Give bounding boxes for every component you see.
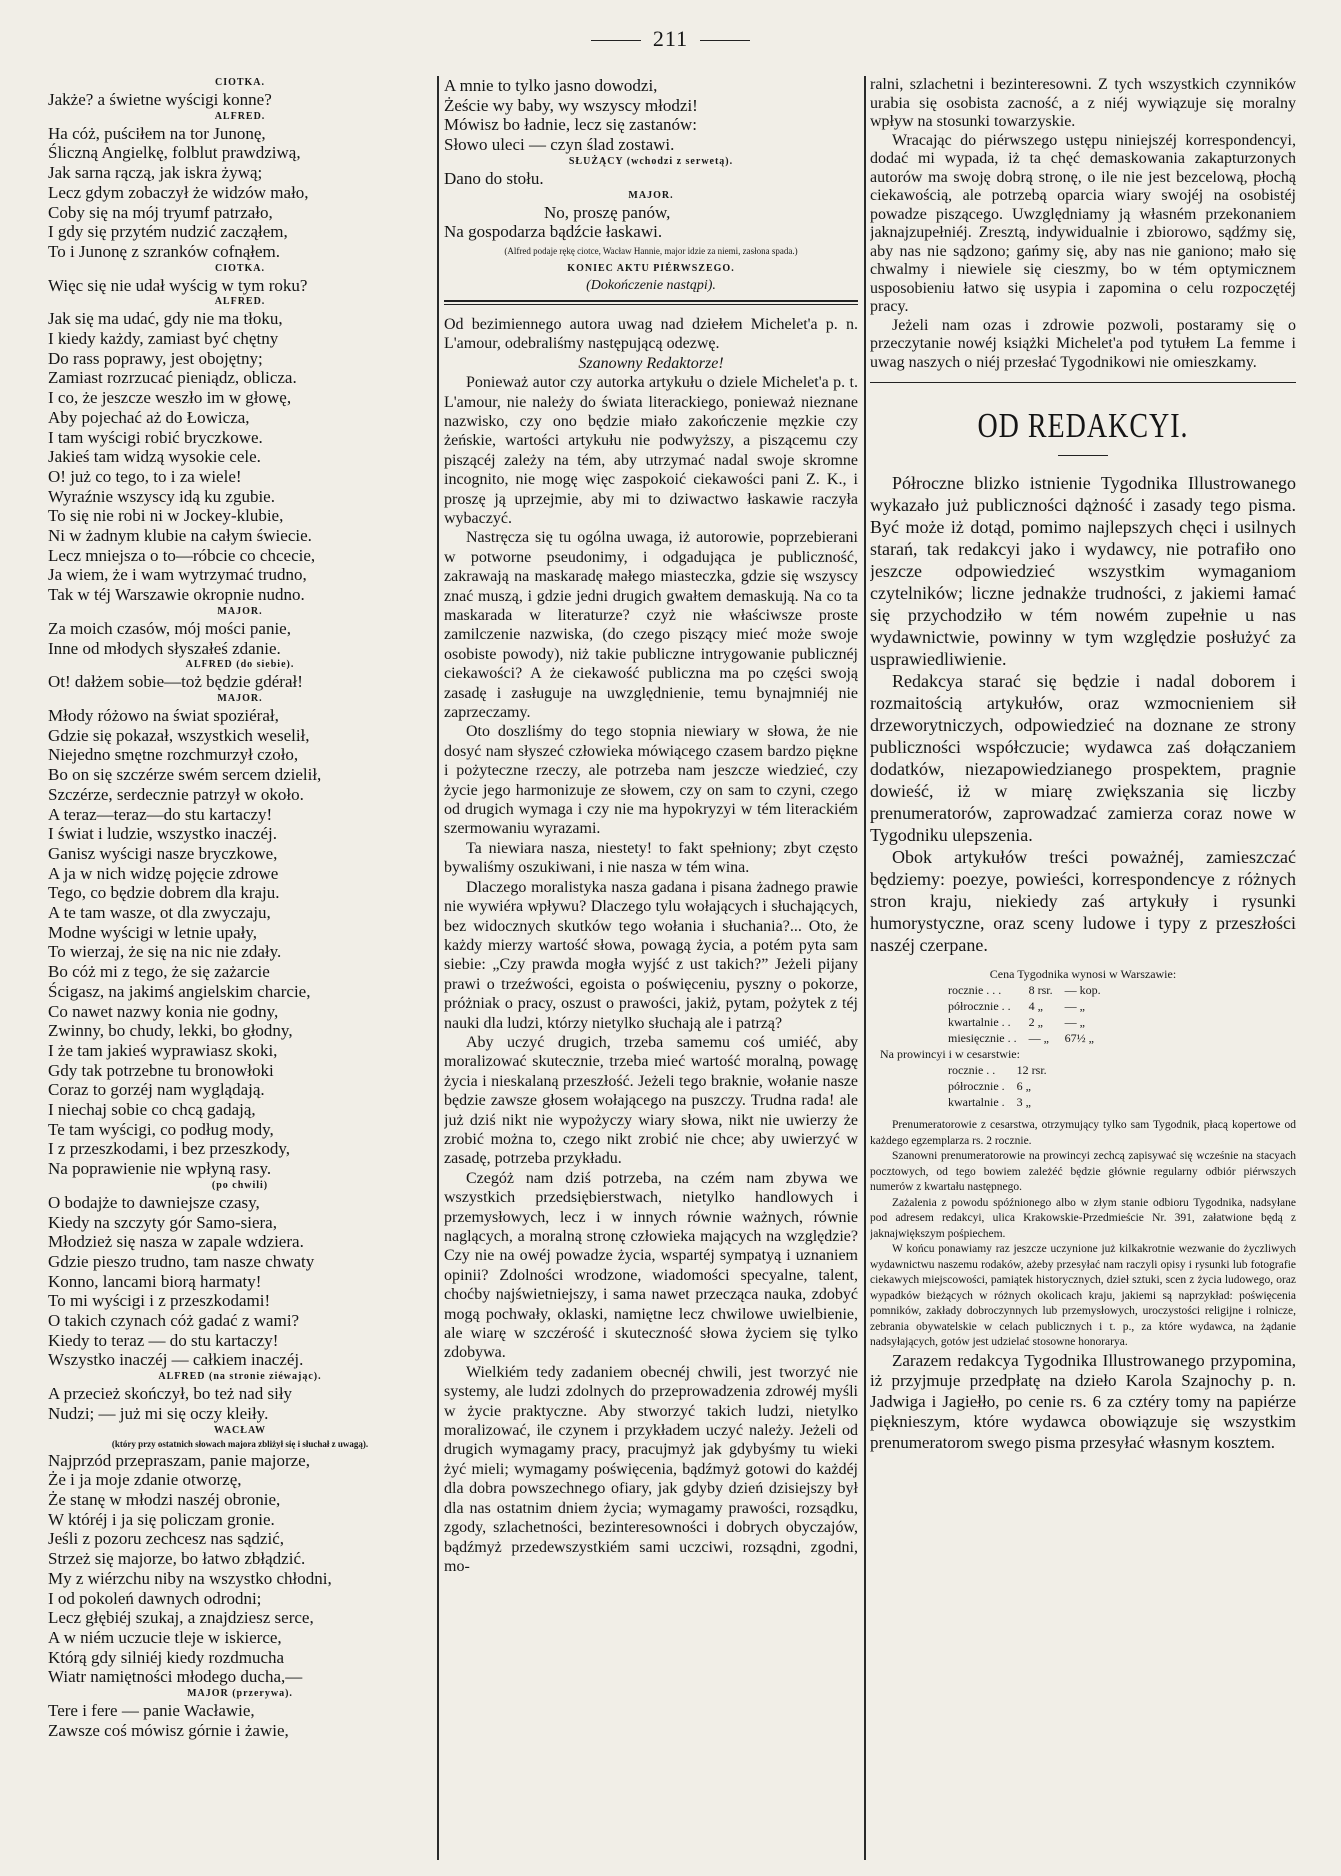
verse-line: Co nawet nazwy konia nie godny, xyxy=(48,1001,279,1021)
verse-line: Niejedno smętne rozchmurzył czoło, xyxy=(48,745,299,765)
verse-line: Ni w żadnym klubie na całym świecie. xyxy=(48,526,312,546)
paragraph: Szanowny Redaktorze! xyxy=(578,354,724,372)
price-row xyxy=(942,1014,1107,1030)
verse-line: W któréj i ja się policzam gronie. xyxy=(48,1509,275,1529)
speaker-label: MAJOR. xyxy=(628,189,674,201)
verse-line: I świat i ludzie, wszystko inaczéj. xyxy=(48,824,277,844)
price-period: kwartalnie . . xyxy=(948,1015,1011,1029)
verse-line: I tam wyścigi robić bryczkowe. xyxy=(48,427,263,447)
verse-line: I co, że jeszcze weszło im w głowę, xyxy=(48,388,292,408)
price-row xyxy=(942,1030,1107,1046)
verse-line: Ja wiem, że i wam wytrzymać trudno, xyxy=(48,565,307,585)
verse-line: Jeśli z pozoru zechcesz nas sądzić, xyxy=(48,1529,284,1549)
paragraph: Obok artykułów treści poważnéj, zamieszczać będziemy: poezye, powieści, korrespondencye z różnych stron kraju, niekiedy zaś artykuły i rysunki humorystyczne, oraz sceny ludowe i typy z przeszłości naszéj czerpane. xyxy=(870,847,1296,955)
paragraph: Prenumeratorowie z cesarstwa, otrzymujący tylko sam Tygodnik, płacą kopertowe od każdego egzemplarza rs. 2 rocznie. xyxy=(870,1119,1296,1147)
price-kop: — kop. xyxy=(1064,983,1101,997)
price-period: rocznie . . xyxy=(948,1063,996,1077)
verse-line: Te tam wyścigi, co podług mody, xyxy=(48,1119,274,1139)
verse-line: Więc się nie udał wyścig w tym roku? xyxy=(48,275,308,295)
continued-note: (Dokończenie nastąpi). xyxy=(586,277,716,293)
verse-line: O takich czynach cóż gadać z wami? xyxy=(48,1311,300,1331)
speaker-label: CIOTKA. xyxy=(214,77,266,88)
speaker-label: SŁUŻĄCY (wchodzi z serwetą). xyxy=(568,155,734,167)
price-period: półrocznie . xyxy=(948,1079,1005,1093)
column-divider xyxy=(864,76,866,1860)
column-right xyxy=(870,76,1296,1856)
verse-line: A w niém uczucie tleje w iskierce, xyxy=(48,1627,282,1647)
speaker-label: MAJOR. xyxy=(217,692,263,704)
verse-line: I gdy się przytém nudzić zacząłem, xyxy=(48,222,288,242)
verse-line: Kiedy to teraz — do stu kartaczy! xyxy=(48,1330,279,1350)
verse-line: Bo cóż mi z tego, że się zażarcie xyxy=(48,962,270,982)
column-middle xyxy=(444,76,858,1856)
verse-line: Zawsze coś mówisz górnie i żawie, xyxy=(48,1720,289,1740)
paragraph: Dlaczego moralistyka nasza gadana i pisana żadnego prawie nie wywiéra wpływu? Dlaczego tylu wołających i słuchających, bez widocznych skutków tego wołania i słuchania?... Oto, że każdy mierzy wartość słowa, powagą życia, a potém pyta sam siebie: „Czy prawda mogła wyjść z ust takich?” Jeżeli pijany prawi o trzeźwości, egoista o poświęceniu, pyszny o pokorze, próżniak o pracy, oszust o prawości, jakiż, pytam, pożytek z téj nauki dla ludzi, którzy nietylko słuchają ale i patrzą? xyxy=(444,878,858,1032)
verse-line: Że i ja moje zdanie otworzę, xyxy=(48,1470,242,1490)
verse-line: Młodzież się naszа w zapale wdziera. xyxy=(48,1232,304,1252)
verse-line: I z przeszkodami, i bez przeszkody, xyxy=(48,1139,290,1159)
paragraph: Wracając do piérwszego ustępu niniejszéj korrespondencyi, dodać mi wypada, iż ta chęć demaskowania zakapturzonych autorów ma swoję dobrą stronę, o ile nie jest bezcelową, płochą ciekawością, ale potrzebą oparcia wiary swojéj na osobistéj powadze piszącego. Uwzględniamy ją własném przekonaniem jaknajzupełniéj. Zresztą, indywidualnie i zbiorowo, sądźmy się, aby nas nie sądzono; gańmy się, aby nas nie ganiono; mało się chwalmy i niewiele się cieszmy, bo w tém optymicznem usposobieniu łatwo się usypia i zapomina o celu rozpoczętéj pracy. xyxy=(870,131,1296,315)
verse-line: Aby pojechać aż do Łowicza, xyxy=(48,407,250,427)
speaker-label: WACŁAW xyxy=(213,1424,267,1436)
divider xyxy=(1058,455,1108,456)
editorial-notice xyxy=(870,472,1296,956)
price-province-header: Na prowincyi i w cesarstwie: xyxy=(880,1047,1020,1061)
verse-line: Kiedy na szczyty gór Samo-siera, xyxy=(48,1212,277,1232)
drama-continuation xyxy=(444,76,858,294)
price-row xyxy=(942,982,1107,998)
speaker-label: (po chwili) xyxy=(211,1179,269,1191)
verse-line: Mówisz bo ładnie, lecz się zastanów: xyxy=(444,115,698,135)
stage-direction: (Alfred podaje rękę ciotce, Wacław Hannie, major idzie za niemi, zasłona spada.) xyxy=(504,245,798,256)
verse-line: A przecież skończył, bo też nad siły xyxy=(48,1384,293,1404)
final-notice xyxy=(870,1351,1296,1454)
speaker-label: CIOTKA. xyxy=(214,262,266,274)
paragraph: ralni, szlachetni i bezinteresowni. Z tych wszystkich czynników urabia się osobista zacność, a z niéj wywiązuje się moralny wpływ na stosunki towarzyskie. xyxy=(870,76,1296,130)
act-end-label: KONIEC AKTU PIÉRWSZEGO. xyxy=(567,262,735,274)
verse-line: To i Junonę z szranków cofnąłem. xyxy=(48,241,281,261)
verse-line: I kiedy każdy, zamiast być chętny xyxy=(48,329,279,349)
divider xyxy=(700,40,750,41)
paragraph: Zarazem redakcya Tygodnika Illustrowanego przypomina, iż przyjmuje przedpłatę na dzieło Karola Szajnochy p. n. Jadwiga i Jagiełło, po cenie rs. 6 za cztéry tomy na papiérze pięknieszym, które wydawca obowiązuje się wszystkim prenumeratorom swego pisma przesyłać własnym kosztem. xyxy=(870,1350,1296,1452)
verse-line: Zamiast rozrzucać pieniądz, oblicza. xyxy=(48,368,297,388)
verse-line: Najprzód przepraszam, panie majorze, xyxy=(48,1450,310,1470)
paragraph: Wielkiém tedy zadaniem obecnéj chwili, jest tworzyć nie systemy, ale ludzi zdolnych do przeprowadzenia zdrowéj myśli w życie praktyczne. Aby stworzyć takich ludzi, nietylko moralizować, ile czynem i przykładem uczyć należy. Jeżeli od drugich wymagamy pracy, pracujmyż jak gdybyśmy tu wieki żyć mieli; wymagamy poświęcenia, bądźmyż gotowi do każdéj dla dobra powszechnego ofiary, jak gdyby dzień dzisiejszy był dla nas ostatnim dniem życia; wymagamy prawości, rozsądku, zgody, szlachetności, bezinteresowności i dobrych obyczajów, bądźmyż przedewszystkiém sami uczciwi, rozsądni, zgodni, mo- xyxy=(444,1363,858,1575)
subscriber-notices xyxy=(870,1118,1296,1351)
price-header: Cena Tygodnika wynosi w Warszawie: xyxy=(989,967,1177,981)
price-rs: 3 „ xyxy=(1016,1095,1031,1109)
verse-line: I od pokoleń dawnych odrodni; xyxy=(48,1588,262,1608)
verse-line: Gdzie się pokazał, wszystkich weselił, xyxy=(48,725,310,745)
price-period: kwartalnie . xyxy=(948,1095,1005,1109)
paragraph: Oto doszliśmy do tego stopnia niewiary w słowa, że nie dosyć nam słyszeć człowieka mówiącego czasem bardzo piękne i pożyteczne rzeczy, ale potrzeba nam jeszcze wiedzieć, czy życie jego harmonizuje ze słowem, czy on sam to czyni, czego od drugich wymaga i czy nie ma hypokryzyi w tém literackiém szermowaniu wyrazami. xyxy=(444,723,858,838)
verse-line: Tere i fere — panie Wacławie, xyxy=(48,1701,255,1721)
price-kop: — „ xyxy=(1064,999,1085,1013)
verse-line: Coraz to gorzéj nam wyglądają. xyxy=(48,1080,265,1100)
verse-line: Ścigasz, na jakimś angielskim charcie, xyxy=(48,981,311,1001)
verse-line: To wierzaj, że się na nic nie zdały. xyxy=(48,942,282,962)
verse-line: Wyraźnie wszyscy idą ku zgubie. xyxy=(48,486,275,506)
verse-line: Jakieś tam widzą wysokie cele. xyxy=(48,447,261,467)
verse-line: Jak się ma udać, gdy nie ma tłoku, xyxy=(48,309,283,329)
verse-line: My z wiérzchu niby na wszystko chłodni, xyxy=(48,1568,332,1588)
verse-line: O bodajże to dawniejsze czasy, xyxy=(48,1192,260,1212)
verse-line: A ja w nich widzę pojęcie zdrowe xyxy=(48,863,279,883)
column-divider xyxy=(437,76,439,1860)
price-rs: 6 „ xyxy=(1016,1079,1031,1093)
paragraph: Zażalenia z powodu spóźnionego albo w złym stanie odbioru Tygodnika, nadsyłane pod adresem redakcyi, ulica Krakowskie-Przedmieście Nr. 391, załatwione będą z jaknajwiększym pośpiechem. xyxy=(870,1196,1296,1240)
verse-line: Wszystko inaczéj — całkiem inaczéj. xyxy=(48,1350,304,1370)
price-kop: — „ xyxy=(1064,1015,1085,1029)
verse-line: O! już co tego, to i za wiele! xyxy=(48,466,242,486)
speaker-label: MAJOR. xyxy=(217,605,263,617)
paragraph: Czegóż nam dziś potrzeba, na czém nam zbywa we wszystkich przedsiębierstwach, nietylko handlowych i przemysłowych, lecz i w innych równie ważnych, równie naglących, a moralną stronę człowieka mających na względzie? Czy nie na owéj powadze życia, wspartéj sympatyą i uznaniem opinii? Zdolności wrodzone, wiadomości specyalne, talent, choćby najświetniejszy, i sama nawet przecząca nauka, zdobyć mogą pochwały, oklaski, namiętne lecz chwilowe uwielbienie, ale wiarę w szczérość i skuteczność słowa życiem się tylko zdobywa. xyxy=(444,1169,858,1362)
paragraph: Od bezimiennego autora uwag nad dziełem Michelet'a p. n. L'amour, odebraliśmy następującą odezwę. xyxy=(444,315,858,353)
verse-line: Lecz mniejsza o to—róbcie co chcecie, xyxy=(48,545,316,565)
paragraph: Ta niewiara nasza, niestety! to fakt spełniony; zbyt często bywaliśmy oszukiwani, i nie nasza w tém wina. xyxy=(444,839,858,877)
price-row xyxy=(942,1062,1053,1078)
verse-line: Lecz gdym zobaczył że widzów mało, xyxy=(48,182,309,202)
verse-line: To się nie robi ni w Jockey-klubie, xyxy=(48,506,284,526)
speaker-label: ALFRED (do siebie). xyxy=(185,659,295,671)
divider xyxy=(870,382,1296,383)
paragraph: W końcu ponawiamy raz jeszcze uczynione już kilkakrotnie wezwanie do życzliwych wydawnictwu naszemu rodaków, ażeby przesyłać nam raczyli opisy i rysunki lub fotografie ciekawych miejscowości, pamiątek historycznych, dzieł sztuki, scen z życia ludowego, oraz wypadków bieżących w różnych okolicach kraju, jakiemi są naprzykład: poświęcenia pomników, zakłady dobroczynnych lub przemysłowych, uroczystości religijne i rolnicze, zebrania obywatelskie w celach publicznych i t. p., za które wydawca, na żądanie nadsyłających, gotów jest udzielać stosowne honoraryа. xyxy=(870,1243,1296,1348)
verse-line: Wiatr namiętności młodego ducha,— xyxy=(48,1667,303,1687)
verse-line: Ganisz wyścigi nasze bryczkowe, xyxy=(48,843,278,863)
verse-line: No, proszę panów, xyxy=(544,202,671,222)
letter-to-editor xyxy=(444,315,858,1576)
verse-line: Gdy tak potrzebne tu bronowłoki xyxy=(48,1060,274,1080)
paragraph: Półroczne blizko istnienie Tygodnika Illustrowanego wykazało już publiczności dążność i zasady tego pisma. Być może iż dotąd, pomimo najlepszych chęci i usilnych starań, tak redakcyi jako i wydawcy, nie potrafiło ono jeszcze odpowiedzieć wszystkim wymaganiom czytelników; liczne jednakże trudności, z jakiemi łamać się przychodziło w tém nowém zupełnie u nas wydawnictwie, powinny w tym względzie posłużyć za usprawiedliwienie. xyxy=(870,473,1296,669)
verse-line: Nudzi; — już mi się oczy kleiły. xyxy=(48,1403,269,1423)
paragraph: Ponieważ autor czy autorka artykułu o dziele Michelet'a p. t. L'amour, nie należy do świata literackiego, ponieważ nieznane nazwisko, czy ono będzie miało zakończenie męzkie czy żeńskie, wartości artykułu nie podwyższy, a piszącemu czy piszącéj zależy na tém, aby utrzymać nadal swoje skromne incognito, nie mogę więc zaspokoić ciekawości pani Z. K., i proszę ją uprzejmie, aby mi to dziwactwo łaskawie raczyła wybaczyć. xyxy=(444,374,858,527)
price-row xyxy=(942,1078,1053,1094)
verse-line: I niechaj sobie co chcą gadają, xyxy=(48,1100,256,1120)
paragraph: Redakcya starać się będzie i nadal doborem i rozmaitością artykułów, oraz wzmocnieniem sił drzeworytniczych, odpowiedzieć na doznane ze strony publiczności współczucie; wydawca zaś dołączaniem dodatków, niezapowiedzianego prospektem, pragnie dowieść, iż w miarę zwiększania się liczby prenumeratorów, zaprowadzać zamierza coraz nowe w Tygodniku ulepszenia. xyxy=(870,671,1296,845)
verse-line: Jak sarna rączą, jak iskra żywą; xyxy=(48,163,263,183)
verse-line: Inne od młodych słyszałeś zdanie. xyxy=(48,638,281,658)
speaker-label: ALFRED. xyxy=(214,296,266,308)
verse-line: Dano do stołu. xyxy=(444,168,544,188)
price-period: półrocznie . . xyxy=(948,999,1011,1013)
verse-line: A mnie to tylko jasno dowodzi, xyxy=(444,76,658,95)
price-period: miesięcznie . . xyxy=(948,1031,1017,1045)
verse-line: Tego, co będzie dobrem dla kraju. xyxy=(48,883,280,903)
stage-direction: (który przy ostatnich słowach majora zbliżył się i słuchał z uwagą). xyxy=(111,1438,369,1449)
verse-line: Strzeż się majorze, bo łatwo zbłądzić. xyxy=(48,1549,306,1569)
verse-line: Coby się na mój tryumf patrzało, xyxy=(48,202,273,222)
verse-line: I że tam jakieś wyprawiasz skoki, xyxy=(48,1040,278,1060)
verse-line: A te tam wasze, ot dla zwyczaju, xyxy=(48,903,271,923)
section-title: OD REDAKCYI. xyxy=(977,407,1189,446)
verse-line: Którą gdy silniéj kiedy rozdmucha xyxy=(48,1647,285,1667)
paragraph: Nastręcza się tu ogólna uwaga, iż autorowie, poprzebierani w potworne pseudonimy, i odgadująca je publiczność, zakrawają na maskaradę małego miasteczka, gdzie się wszyscy znać muszą, i gdzie jedni drugich gwałtem demaskują. Na co ta maskarada w literaturze? czyż nie właściwsze proste zamilczenie nazwiska, (do czego piszący mieć może swoje osobiste powody), niż takie publiczne intrygowanie publicznéj ciekawości? A że ciekawość publiczna ma po części swoją zasadę i zasługuje na uwzględnienie, temu bynajmniéj nie zaprzeczamy. xyxy=(444,529,858,722)
column-left-drama xyxy=(48,76,432,1856)
price-rs: 12 rsr. xyxy=(1016,1063,1047,1077)
verse-line: Do rass poprawy, jest obojętny; xyxy=(48,348,263,368)
verse-line: Ot! dałżem sobie—toż będzie gdérał! xyxy=(48,672,303,692)
paragraph: Jeżeli nam ozas i zdrowie pozwoli, postaramy się o przeczytanie nowéj książki Michelet'a pod tytułem La femme i uwag naszych o niéj przesłać Tygodnikowi nie omieszkamy. xyxy=(870,316,1296,371)
price-rs: 4 „ xyxy=(1028,999,1043,1013)
price-rs: — „ xyxy=(1028,1031,1049,1045)
verse-line: Ha cóż, puściłem na tor Junonę, xyxy=(48,123,266,143)
paragraph: Szanowni prenumeratorowie na prowincyi zechcą zapisywać się wcześnie na stacyach pocztowych, od tego bowiem zależéć będzie głównie regularny odbiór piérwszych numerów z kwartału następnego. xyxy=(870,1150,1296,1193)
verse-line: Żeście wy baby, wy wszyscy młodzi! xyxy=(444,95,698,115)
verse-line: Modne wyścigi w letnie upały, xyxy=(48,922,257,942)
price-period: rocznie . . . xyxy=(948,983,1002,997)
verse-line: Na poprawienie nie wpłyną rasy. xyxy=(48,1159,272,1179)
verse-line: Za moich czasów, mój mości panie, xyxy=(48,618,291,638)
speaker-label: MAJOR (przerywa). xyxy=(187,1688,293,1700)
verse-line: Śliczną Angielkę, folblut prawdziwą, xyxy=(48,143,301,163)
verse-line: Konno, lancami biorą harmaty! xyxy=(48,1271,262,1291)
verse-line: To mi wyścigi i z przeszkodami! xyxy=(48,1291,271,1311)
price-kop: 67½ „ xyxy=(1064,1031,1094,1045)
speaker-label: ALFRED. xyxy=(214,110,266,122)
price-list xyxy=(870,966,1296,1110)
verse-line: A teraz—teraz—do stu kartaczy! xyxy=(48,804,273,824)
price-row xyxy=(942,1094,1053,1110)
page-number-area xyxy=(0,26,1341,52)
verse-line: Że stanę w młodzi naszéj obronie, xyxy=(48,1490,281,1509)
price-table-province xyxy=(942,1062,1053,1110)
price-row xyxy=(942,998,1107,1014)
price-rs: 8 rsr. xyxy=(1028,983,1053,997)
divider xyxy=(444,300,858,305)
verse-line: Jakże? a świetne wyścigi konne? xyxy=(48,90,272,109)
letter-continuation xyxy=(870,76,1296,372)
verse-line: Lecz głębiéj szukaj, a znajdziesz serce, xyxy=(48,1608,314,1628)
verse-line: Słowo uleci — czyn ślad zostawi. xyxy=(444,135,675,155)
speaker-label: ALFRED (na stronie ziéwając). xyxy=(158,1371,322,1383)
verse-line: Tak w téj Warszawie okropnie nudno. xyxy=(48,585,305,605)
page-number: 211 xyxy=(652,26,689,51)
verse-line: Szczérze, serdecznie patrzył w około. xyxy=(48,784,304,804)
price-rs: 2 „ xyxy=(1028,1015,1043,1029)
verse-line: Gdzie pieszo trudno, tam nasze chwaty xyxy=(48,1251,315,1271)
paragraph: Aby uczyć drugich, trzeba samemu coś umiéć, aby moralizować skutecznie, trzeba mieć wartość moralną, powagę życia i nieskalaną przeszłość. Jeżeli tego braknie, wołanie nasze będzie zawsze głosem wołającego na puszczy. Trudna rada! ale już dziś nikt nie wypożyczy wiary słowa, nikt nie uwierzy że zrobić można to, czego nikt zrobić nie chce; aby uwierzyć w zasadę, potrzeba przykładu. xyxy=(444,1033,858,1168)
verse-line: Na gospodarza bądźcie łaskawi. xyxy=(444,222,663,242)
price-table-warsaw xyxy=(942,982,1107,1046)
divider xyxy=(591,40,641,41)
verse-line: Młody różowo na świat spoziérał, xyxy=(48,705,279,725)
verse-line: Zwinny, bo chudy, lekki, bo głodny, xyxy=(48,1021,293,1041)
verse-line: Bo on się szczérze swém sercem dzielił, xyxy=(48,765,322,785)
